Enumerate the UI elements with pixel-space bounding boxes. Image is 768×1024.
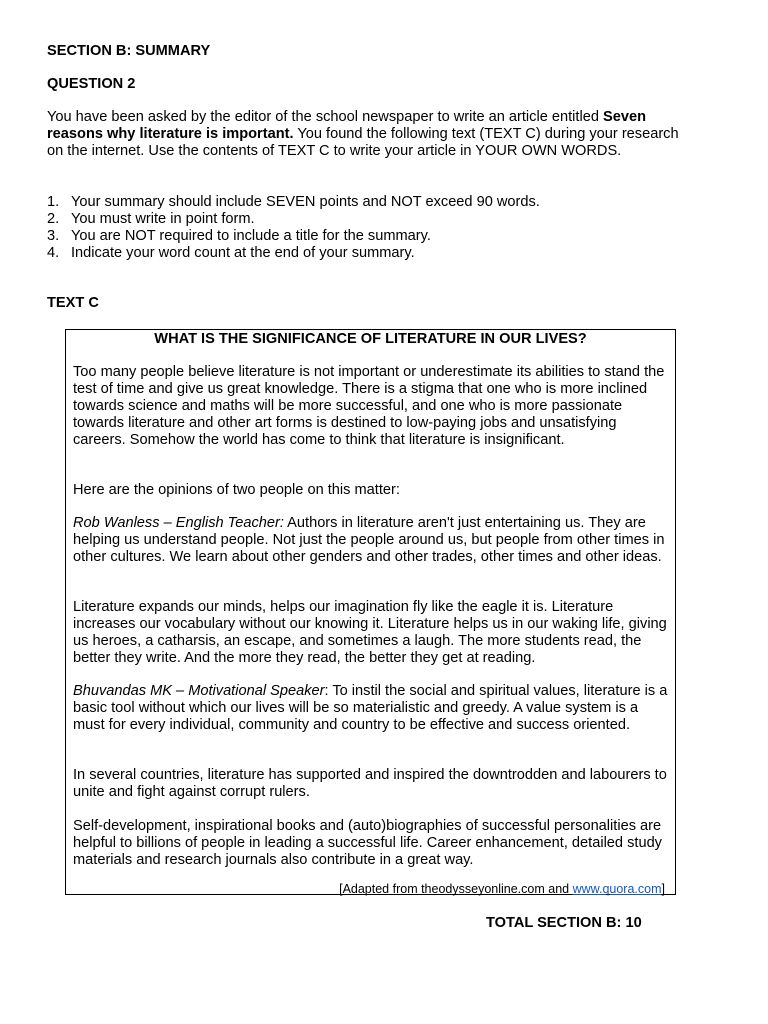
text-c-paragraph-3 [73, 515, 671, 566]
text-c-paragraph-7: Self-development, inspirational books and (auto)biographies of successful personalities are helpful to billions of people in leading a successful life. Career enhancement, detailed study materials and research journals also contribute in a great way. [73, 818, 662, 868]
source-prefix: [Adapted from theodysseyonline.com and [339, 882, 573, 896]
quora-link[interactable]: www.quora.com [572, 882, 662, 896]
total-section-marks: TOTAL SECTION B: 10 [486, 915, 642, 931]
instruction-item [47, 211, 540, 228]
text-c-paragraph-5 [73, 683, 671, 734]
instruction-item [47, 194, 540, 211]
speaker-name: Rob Wanless – English Teacher: [73, 515, 284, 531]
instruction-number: 1. [47, 194, 60, 210]
intro-text-start: You have been asked by the editor of the school newspaper to write an article entitled [47, 109, 604, 125]
text-c-paragraph-2: Here are the opinions of two people on this matter: [73, 482, 400, 498]
instruction-number: 3. [47, 228, 60, 244]
text-c-title: WHAT IS THE SIGNIFICANCE OF LITERATURE IN OUR LIVES? [154, 331, 587, 347]
speaker-quote: Authors in literature aren't just entertaining us. They are helping us understand people. Not just the people around us, but people from other times in other cultures. We learn about other genders and other trades, other times and other ideas. [73, 515, 665, 565]
text-c-paragraph-1: Too many people believe literature is not important or underestimate its abilities to stand the test of time and give us great knowledge. There is a stigma that one who is more inclined towards science and maths will be more successful, and one who is more passionate towards literature and other art forms is destined to low-paying jobs and unsatisfying careers. Somehow the world has come to think that literature is insignificant. [73, 364, 665, 448]
text-c-paragraph-6: In several countries, literature has supported and inspired the downtrodden and labourers to unite and fight against corrupt rulers. [73, 767, 667, 800]
instruction-number: 2. [47, 211, 60, 227]
source-citation [339, 882, 665, 897]
article-title: Seven reasons why literature is important. [47, 109, 647, 142]
instruction-number: 4. [47, 245, 60, 261]
intro-text-end: You found the following text (TEXT C) during your research on the internet. Use the contents of TEXT C to write your article in YOUR OWN WORDS. [47, 126, 679, 159]
source-suffix: ] [661, 882, 665, 896]
instruction-text: Indicate your word count at the end of your summary. [71, 245, 415, 261]
instruction-text: You are NOT required to include a title for the summary. [71, 228, 431, 244]
instruction-text: Your summary should include SEVEN points and NOT exceed 90 words. [71, 194, 540, 210]
speaker-quote: : To instil the social and spiritual values, literature is a basic tool without which our lives will be so materialistic and greedy. A value system is a must for every individual, community and country to be effective and success oriented. [73, 683, 668, 733]
text-c-label: TEXT C [47, 295, 99, 311]
instruction-text: You must write in point form. [71, 211, 255, 227]
text-c-paragraph-4: Literature expands our minds, helps our imagination fly like the eagle it is. Literature increases our vocabulary without our knowing it. Literature helps us in our waking life, giving us heroes, a catharsis, an escape, and sometimes a laugh. The more students read, the better they write. And the more they read, the better they get at reading. [73, 599, 667, 666]
instructions-list [47, 194, 540, 262]
instruction-item [47, 228, 540, 245]
speaker-name: Bhuvandas MK – Motivational Speaker [73, 683, 325, 699]
section-title: SECTION B: SUMMARY [47, 43, 211, 59]
text-c-box [65, 329, 676, 895]
question-title: QUESTION 2 [47, 76, 136, 92]
intro-paragraph [47, 109, 697, 160]
instruction-item [47, 245, 540, 262]
